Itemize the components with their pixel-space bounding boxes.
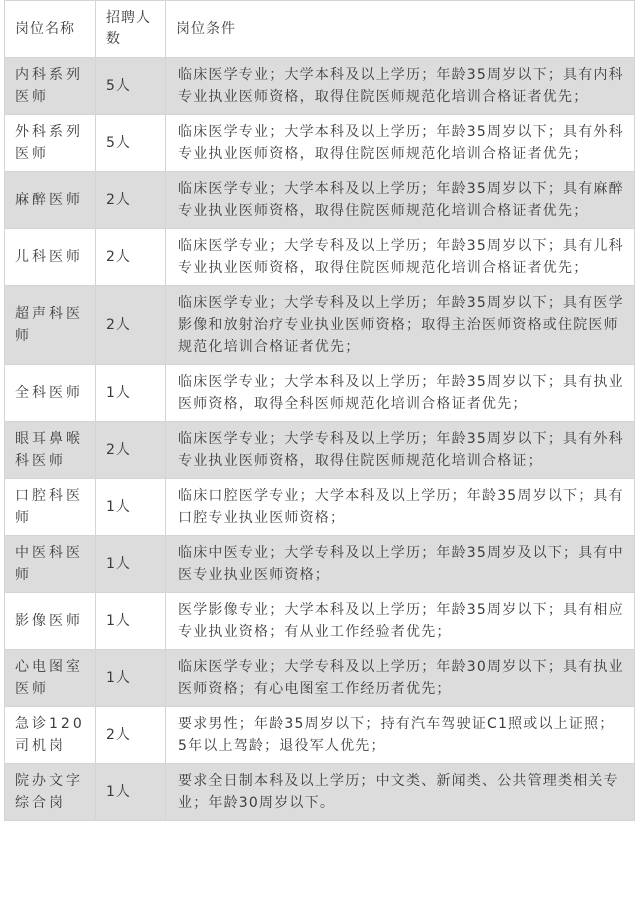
hiring-count-cell: 5人: [96, 58, 166, 115]
requirements-cell: 要求男性；年龄35周岁以下；持有汽车驾驶证C1照或以上证照；5年以上驾龄；退役军人优先；: [166, 707, 635, 764]
recruitment-table-container: [4, 0, 634, 821]
header-hiring-count: 招聘人数: [96, 1, 166, 58]
requirements-cell: 临床中医专业；大学专科及以上学历；年龄35周岁及以下；具有中医专业执业医师资格；: [166, 536, 635, 593]
table-row: [5, 229, 635, 286]
position-name-cell: 急诊120司机岗: [5, 707, 96, 764]
position-name-cell: 心电图室医师: [5, 650, 96, 707]
table-row: [5, 536, 635, 593]
table-row: [5, 365, 635, 422]
hiring-count-cell: 1人: [96, 365, 166, 422]
requirements-cell: 医学影像专业；大学本科及以上学历；年龄35周岁以下；具有相应专业执业资格；有从业工作经验者优先；: [166, 593, 635, 650]
table-row: [5, 172, 635, 229]
header-requirements: 岗位条件: [166, 1, 635, 58]
requirements-cell: 临床医学专业；大学本科及以上学历；年龄35周岁以下；具有外科专业执业医师资格，取得住院医师规范化培训合格证者优先；: [166, 115, 635, 172]
requirements-cell: 临床医学专业；大学本科及以上学历；年龄35周岁以下；具有内科专业执业医师资格，取得住院医师规范化培训合格证者优先；: [166, 58, 635, 115]
position-name-cell: 全科医师: [5, 365, 96, 422]
hiring-count-cell: 2人: [96, 229, 166, 286]
hiring-count-cell: 1人: [96, 479, 166, 536]
requirements-cell: 要求全日制本科及以上学历；中文类、新闻类、公共管理类相关专业；年龄30周岁以下。: [166, 764, 635, 821]
position-name-cell: 超声科医师: [5, 286, 96, 365]
requirements-cell: 临床医学专业；大学专科及以上学历；年龄35周岁以下；具有外科专业执业医师资格，取得住院医师规范化培训合格证；: [166, 422, 635, 479]
table-row: [5, 422, 635, 479]
position-name-cell: 影像医师: [5, 593, 96, 650]
requirements-cell: 临床医学专业；大学专科及以上学历；年龄30周岁以下；具有执业医师资格；有心电图室工作经历者优先；: [166, 650, 635, 707]
table-row: [5, 58, 635, 115]
table-header-row: [5, 1, 635, 58]
requirements-cell: 临床医学专业；大学专科及以上学历；年龄35周岁以下；具有医学影像和放射治疗专业执业医师资格；取得主治医师资格或住院医师规范化培训合格证者优先；: [166, 286, 635, 365]
hiring-count-cell: 2人: [96, 172, 166, 229]
position-name-cell: 内科系列医师: [5, 58, 96, 115]
position-name-cell: 中医科医师: [5, 536, 96, 593]
table-row: [5, 764, 635, 821]
requirements-cell: 临床医学专业；大学专科及以上学历；年龄35周岁以下；具有儿科专业执业医师资格，取得住院医师规范化培训合格证者优先；: [166, 229, 635, 286]
hiring-count-cell: 1人: [96, 536, 166, 593]
requirements-cell: 临床医学专业；大学本科及以上学历；年龄35周岁以下；具有执业医师资格，取得全科医师规范化培训合格证者优先；: [166, 365, 635, 422]
position-name-cell: 儿科医师: [5, 229, 96, 286]
position-name-cell: 麻醉医师: [5, 172, 96, 229]
requirements-cell: 临床医学专业；大学本科及以上学历；年龄35周岁以下；具有麻醉专业执业医师资格，取得住院医师规范化培训合格证者优先；: [166, 172, 635, 229]
hiring-count-cell: 2人: [96, 422, 166, 479]
position-name-cell: 外科系列医师: [5, 115, 96, 172]
hiring-count-cell: 2人: [96, 286, 166, 365]
table-row: [5, 479, 635, 536]
table-row: [5, 115, 635, 172]
position-name-cell: 院办文字综合岗: [5, 764, 96, 821]
hiring-count-cell: 2人: [96, 707, 166, 764]
table-row: [5, 650, 635, 707]
position-name-cell: 口腔科医师: [5, 479, 96, 536]
hiring-count-cell: 1人: [96, 593, 166, 650]
header-position-name: 岗位名称: [5, 1, 96, 58]
hiring-count-cell: 1人: [96, 764, 166, 821]
position-name-cell: 眼耳鼻喉科医师: [5, 422, 96, 479]
recruitment-table: [4, 0, 635, 821]
table-row: [5, 707, 635, 764]
requirements-cell: 临床口腔医学专业；大学本科及以上学历；年龄35周岁以下；具有口腔专业执业医师资格；: [166, 479, 635, 536]
table-row: [5, 286, 635, 365]
hiring-count-cell: 5人: [96, 115, 166, 172]
hiring-count-cell: 1人: [96, 650, 166, 707]
table-row: [5, 593, 635, 650]
